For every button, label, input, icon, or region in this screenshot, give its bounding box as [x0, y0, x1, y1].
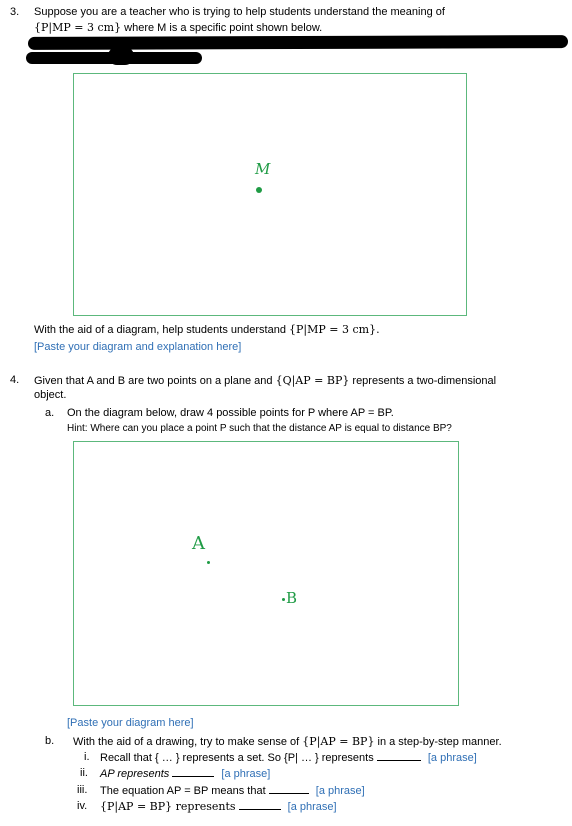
q4b-set: {P|AP = BP}: [302, 735, 375, 748]
q3-line2-tail: where M is a specific point shown below.: [124, 22, 323, 34]
q4-point-b-dot: [282, 598, 285, 601]
q4a-paste-placeholder[interactable]: [Paste your diagram here]: [67, 717, 194, 729]
q4-line1-b: represents a two-dimensional: [352, 375, 497, 387]
q4b-item-i-text: Recall that { … } represents a set. So {P| … } represents: [100, 752, 374, 764]
redaction-bar-3: [108, 47, 134, 65]
q3-diagram-box[interactable]: [73, 73, 467, 316]
q4-point-a-dot: [207, 561, 210, 564]
q4b-item-iii-phrase[interactable]: [a phrase]: [315, 785, 365, 797]
q3-line2: [34, 21, 322, 34]
q4-set: {Q|AP = BP}: [275, 374, 350, 387]
q4b-item-i-blank[interactable]: [377, 751, 421, 761]
q4b-item-iii-blank[interactable]: [269, 784, 309, 794]
q4b-item-ii-text: AP represents: [100, 768, 170, 780]
q4b-item-iii-line: [100, 784, 365, 797]
q4-line2: object.: [34, 389, 67, 401]
q4b-item-iv-line: [100, 800, 337, 813]
q4b-item-ii-line: [100, 767, 270, 780]
q4b-item-ii-phrase[interactable]: [a phrase]: [221, 768, 271, 780]
q4b-item-i-marker: i.: [84, 751, 90, 763]
q4-diagram-box[interactable]: [73, 441, 459, 706]
q4b-text: [73, 735, 502, 748]
q4a-hint: Hint: Where can you place a point P such that the distance AP is equal to distance BP?: [67, 423, 452, 434]
q3-paste-placeholder[interactable]: [Paste your diagram and explanation here]: [34, 341, 242, 353]
q3-line1: Suppose you are a teacher who is trying to help students understand the meaning of: [34, 6, 445, 18]
q3-point-m-label: M: [255, 160, 271, 178]
redaction-bar-1: [28, 35, 568, 50]
q3-aid-line: [34, 323, 380, 336]
q4b-item-iii-marker: iii.: [77, 784, 88, 796]
q4b-text-b: in a step-by-step manner.: [377, 736, 502, 748]
q3-set: {P|MP = 3 cm}: [34, 21, 122, 34]
q4-point-a-label: A: [192, 533, 205, 554]
q3-point-m-dot: [256, 187, 262, 193]
q4a-marker: a.: [45, 407, 55, 419]
q4b-item-i-phrase[interactable]: [a phrase]: [427, 752, 477, 764]
q4-line1: [34, 374, 496, 387]
q3-number: 3.: [10, 6, 20, 18]
q4-number: 4.: [10, 374, 20, 386]
q4b-item-iv-marker: iv.: [77, 800, 88, 812]
q4a-text: On the diagram below, draw 4 possible points for P where AP = BP.: [67, 407, 394, 419]
q4b-item-iv-phrase[interactable]: [a phrase]: [287, 801, 337, 813]
q4b-item-iii-text: The equation AP = BP means that: [100, 785, 266, 797]
q4b-item-iv-blank[interactable]: [239, 800, 281, 810]
q4-line1-a: Given that A and B are two points on a plane and: [34, 375, 273, 387]
q4b-text-a: With the aid of a drawing, try to make sense of: [73, 736, 300, 748]
q4b-item-i-line: [100, 751, 477, 764]
q4-point-b-label: B: [286, 589, 298, 607]
q4b-marker: b.: [45, 735, 55, 747]
q3-aid-set: {P|MP = 3 cm}.: [289, 323, 380, 336]
q3-aid-text: With the aid of a diagram, help students understand: [34, 324, 286, 336]
q4b-item-ii-blank[interactable]: [172, 767, 214, 777]
q4b-item-ii-marker: ii.: [80, 767, 88, 779]
q4b-item-iv-text: {P|AP = BP} represents: [100, 800, 236, 813]
